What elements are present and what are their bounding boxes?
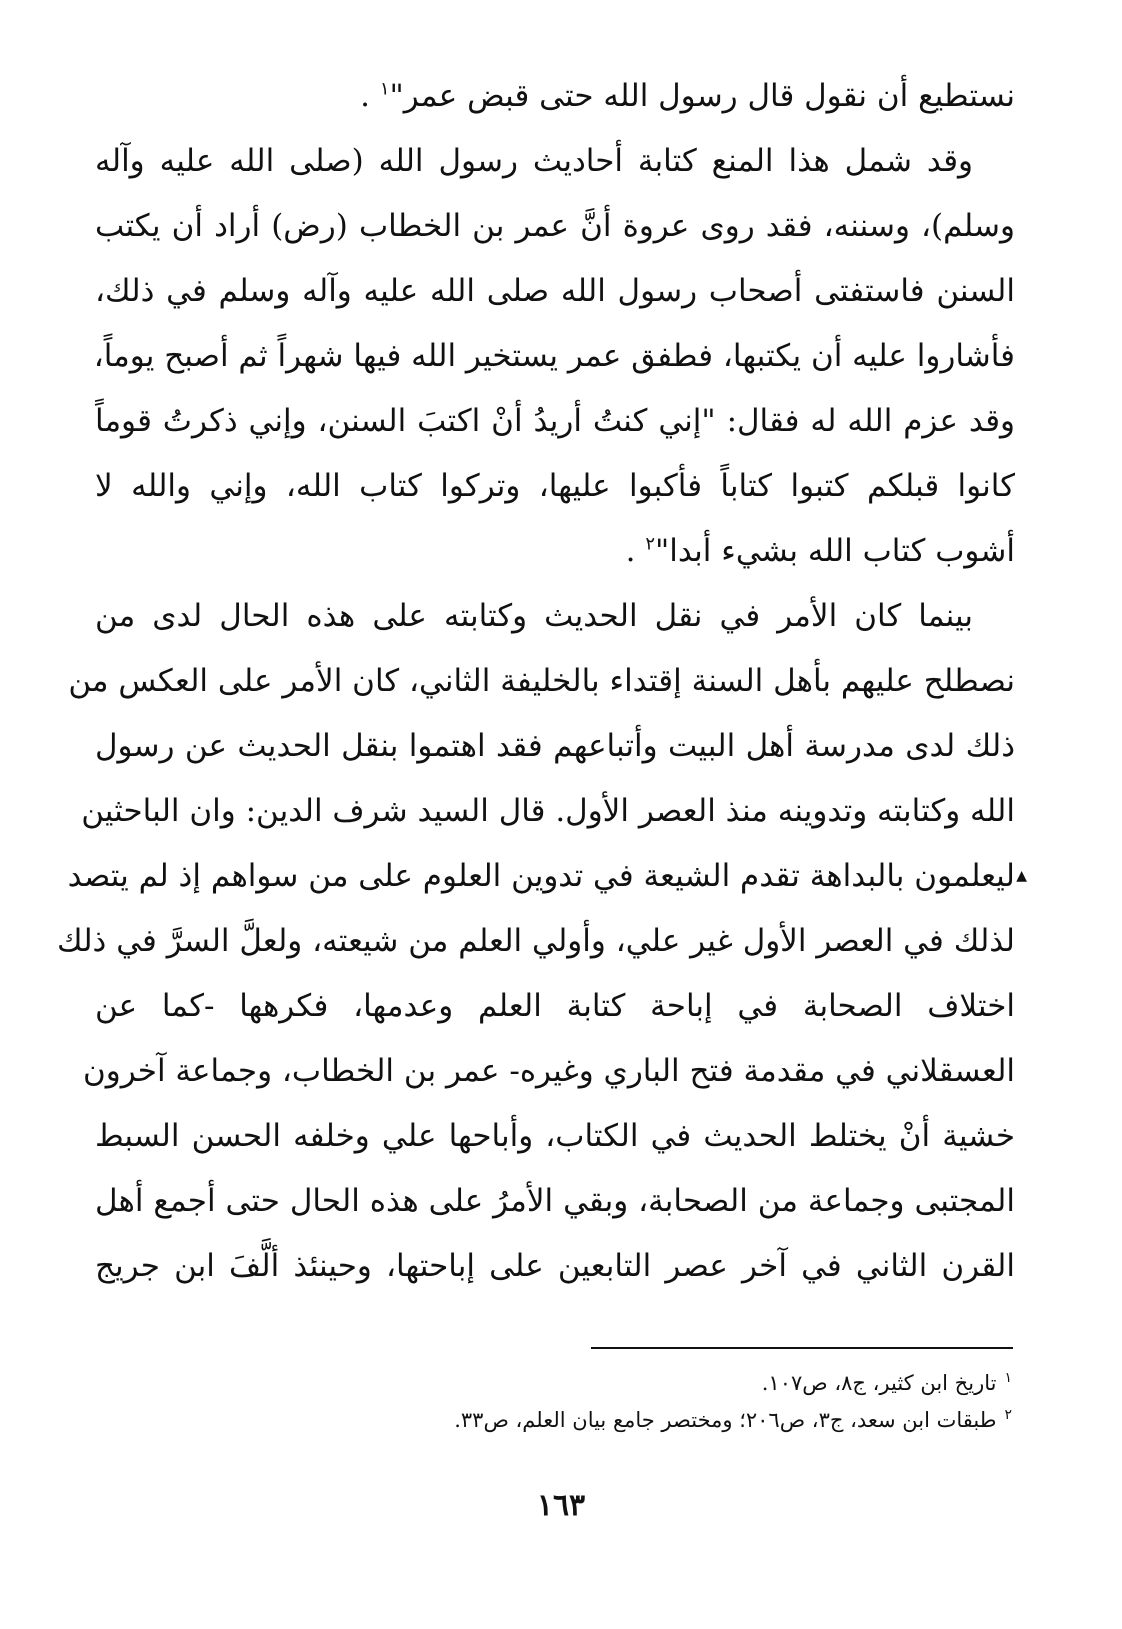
footnote-2 xyxy=(300,1399,1012,1436)
text-line: وسلم)، وسننه، فقد روى عروة أنَّ عمر بن الخطاب (رض) أراد أن يكتب xyxy=(95,208,1015,244)
footnote-ref-1: ١ xyxy=(379,78,390,100)
line-end-dot: . xyxy=(360,78,370,114)
text-line: القرن الثاني في آخر عصر التابعين على إباحتها، وحينئذ ألَّفَ ابن جريج xyxy=(95,1248,1015,1284)
text-line: بينما كان الأمر في نقل الحديث وكتابته على هذه الحال لدى من xyxy=(95,598,973,634)
page-number: ١٦٣ xyxy=(536,1488,586,1523)
text-line: لذلك في العصر الأول غير علي، وأولي العلم من شيعته، ولعلَّ السرَّ في ذلك xyxy=(56,923,1015,959)
footnote-number: ١ xyxy=(1004,1370,1012,1386)
line-text: أشوب كتاب الله بشيء أبدا" xyxy=(655,533,1015,569)
footnote-text: تاريخ ابن كثير، ج٨، ص١٠٧. xyxy=(761,1371,997,1395)
text-line xyxy=(95,64,1015,129)
text-line: كانوا قبلكم كتبوا كتاباً فأكبوا عليها، وتركوا كتاب الله، وإني والله لا xyxy=(95,468,1015,504)
text-line: المجتبى وجماعة من الصحابة، وبقي الأمرُ على هذه الحال حتى أجمع أهل xyxy=(95,1183,1015,1219)
text-line: العسقلاني في مقدمة فتح الباري وغيره- عمر بن الخطاب، وجماعة آخرون xyxy=(82,1053,1015,1089)
text-line xyxy=(67,844,1027,909)
line-text: نستطيع أن نقول قال رسول الله حتى قبض عمر" xyxy=(389,78,1015,114)
text-line: ذلك لدى مدرسة أهل البيت وأتباعهم فقد اهتموا بنقل الحديث عن رسول xyxy=(95,728,1015,764)
footnote-number: ٢ xyxy=(1004,1407,1012,1423)
text-line xyxy=(95,519,1015,584)
body-text xyxy=(56,64,1027,1299)
footnote-divider xyxy=(591,1347,1013,1349)
margin-marker-icon: ▲ xyxy=(1016,868,1027,884)
footnote-ref-2: ٢ xyxy=(645,533,656,555)
footnote-text: طبقات ابن سعد، ج٣، ص٢٠٦؛ ومختصر جامع بيان العلم، ص٣٣. xyxy=(454,1408,997,1432)
footnote-1 xyxy=(300,1362,1012,1399)
text-line: وقد عزم الله له فقال: "إني كنتُ أريدُ أنْ اكتبَ السنن، وإني ذكرتُ قوماً xyxy=(95,403,1015,439)
text-line: اختلاف الصحابة في إباحة كتابة العلم وعدمها، فكرهها -كما عن xyxy=(95,988,1015,1024)
footnotes xyxy=(300,1362,1012,1436)
text-line: خشية أنْ يختلط الحديث في الكتاب، وأباحها علي وخلفه الحسن السبط xyxy=(95,1118,1015,1154)
line-text: ليعلمون بالبداهة تقدم الشيعة في تدوين العلوم على من سواهم إذ لم يتصد xyxy=(67,858,1015,894)
text-line: السنن فاستفتى أصحاب رسول الله صلى الله عليه وآله وسلم في ذلك، xyxy=(95,273,1015,309)
text-line: نصطلح عليهم بأهل السنة إقتداء بالخليفة الثاني، كان الأمر على العكس من xyxy=(68,663,1015,699)
text-line: فأشاروا عليه أن يكتبها، فطفق عمر يستخير الله فيها شهراً ثم أصبح يوماً، xyxy=(93,338,1015,374)
text-line: الله وكتابته وتدوينه منذ العصر الأول. قال السيد شرف الدين: وان الباحثين xyxy=(81,793,1015,829)
line-end-dot: . xyxy=(625,533,636,569)
text-line: وقد شمل هذا المنع كتابة أحاديث رسول الله (صلى الله عليه وآله xyxy=(95,143,973,179)
